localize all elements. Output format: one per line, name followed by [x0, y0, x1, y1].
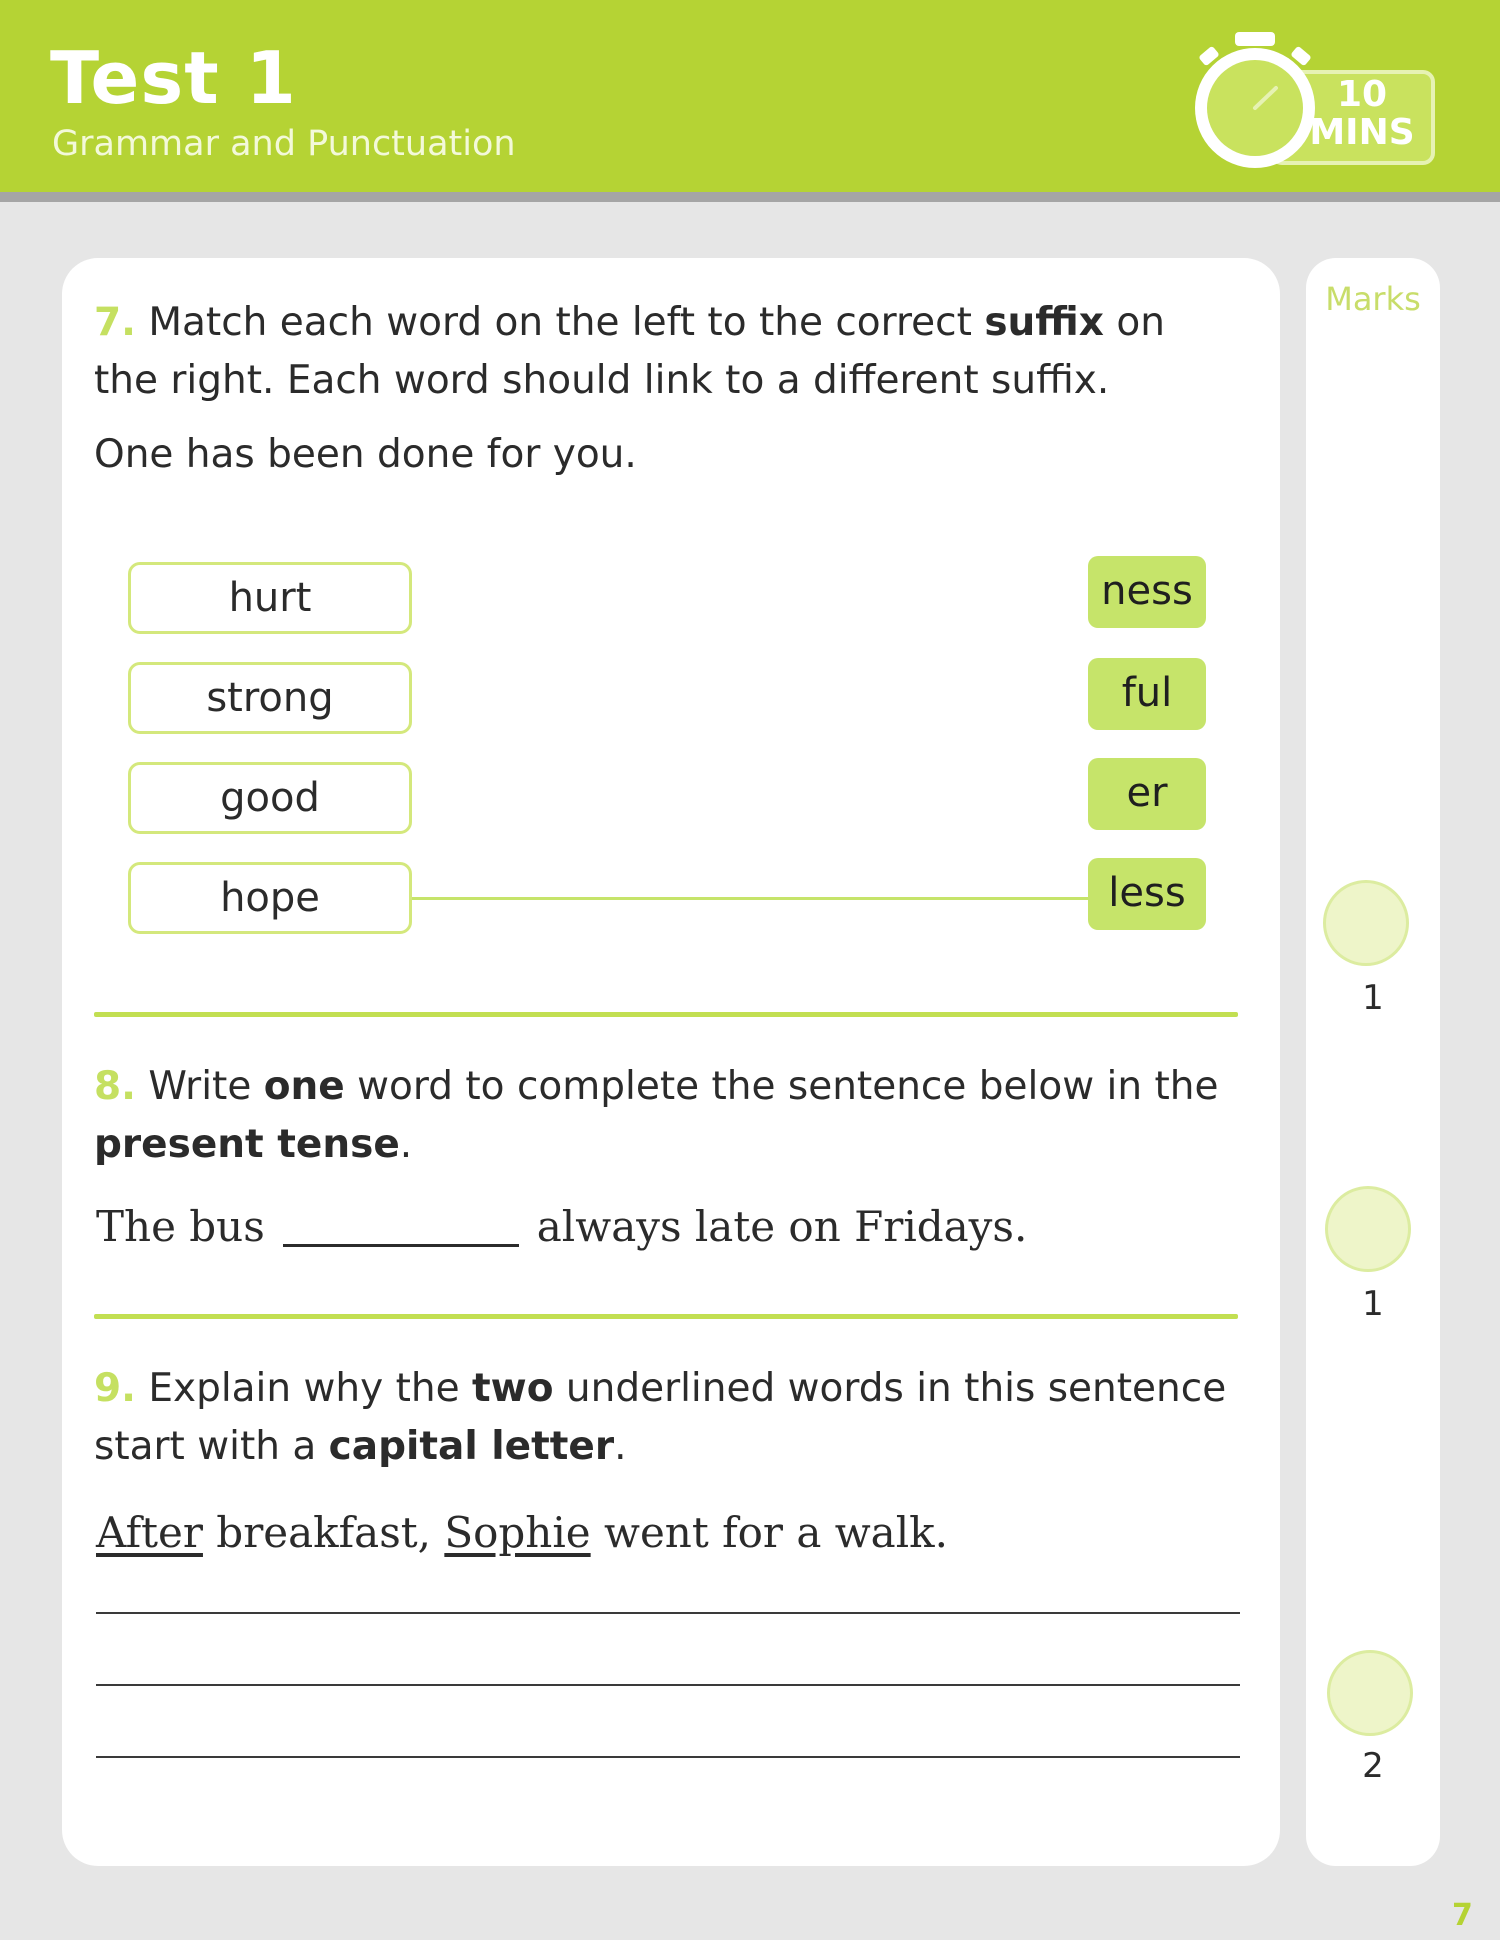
q8-sentence-after: always late on Fridays. — [536, 1202, 1028, 1251]
q9-answer-line-1[interactable] — [96, 1612, 1240, 1614]
q7-instruction — [94, 294, 1165, 410]
q9-sentence — [96, 1508, 948, 1557]
timer-unit: MINS — [1309, 112, 1415, 153]
q9-text-b: underlined words in this sentence — [553, 1366, 1227, 1411]
q8-text-c: . — [399, 1122, 413, 1167]
q9-text-c: start with a — [94, 1424, 329, 1469]
word-box-strong[interactable]: strong — [128, 662, 412, 734]
q8-text-a: Write — [135, 1064, 264, 1109]
q9-instruction — [94, 1360, 1226, 1476]
q9-underlined-word-2: Sophie — [444, 1508, 591, 1557]
mark-value-q8: 1 — [1362, 1284, 1384, 1324]
q7-instruction-b: on — [1103, 300, 1165, 345]
q7-number: 7. — [94, 300, 136, 345]
divider-q7 — [94, 1012, 1238, 1017]
word-box-hope[interactable]: hope — [128, 862, 412, 934]
header-banner — [0, 0, 1500, 202]
q9-number: 9. — [94, 1366, 136, 1411]
word-box-hurt[interactable]: hurt — [128, 562, 412, 634]
q9-sentence-mid: breakfast, — [202, 1508, 445, 1557]
q7-instruction-a: Match each word on the left to the correct — [148, 300, 985, 345]
q8-text-b: word to complete the sentence below in the — [344, 1064, 1219, 1109]
mark-value-q9: 2 — [1362, 1746, 1384, 1786]
q8-answer-blank[interactable] — [283, 1244, 519, 1247]
timer-number: 10 — [1336, 74, 1388, 115]
q9-text-d: . — [614, 1424, 627, 1469]
mark-box-q9[interactable] — [1327, 1650, 1413, 1736]
marks-title: Marks — [1325, 280, 1421, 318]
q8-number: 8. — [94, 1064, 136, 1109]
word-box-good[interactable]: good — [128, 762, 412, 834]
suffix-box-less[interactable]: less — [1088, 858, 1206, 930]
suffix-box-ful[interactable]: ful — [1088, 658, 1206, 730]
q9-text-bold1: two — [472, 1366, 554, 1411]
q8-sentence — [96, 1202, 1027, 1251]
q9-text-a: Explain why the — [135, 1366, 473, 1411]
q8-text-bold2: present tense — [94, 1122, 400, 1167]
q8-text-bold1: one — [263, 1064, 345, 1109]
marks-column — [1306, 258, 1440, 1866]
q8-sentence-before: The bus — [96, 1202, 265, 1251]
suffix-box-er[interactable]: er — [1088, 758, 1206, 830]
timer-badge — [1180, 26, 1440, 176]
q7-note: One has been done for you. — [94, 432, 637, 477]
q9-answer-line-3[interactable] — [96, 1756, 1240, 1758]
page-number: 7 — [1452, 1898, 1473, 1933]
q9-underlined-word-1: After — [96, 1508, 203, 1557]
divider-q8 — [94, 1314, 1238, 1319]
mark-box-q7[interactable] — [1323, 880, 1409, 966]
mark-value-q7: 1 — [1362, 978, 1384, 1018]
page-title: Test 1 — [50, 36, 297, 120]
q9-text-bold2: capital letter — [328, 1424, 615, 1469]
mark-box-q8[interactable] — [1325, 1186, 1411, 1272]
q7-instruction-line2: the right. Each word should link to a different suffix. — [94, 358, 1110, 403]
suffix-box-ness[interactable]: ness — [1088, 556, 1206, 628]
timer-text — [1292, 76, 1432, 152]
q8-instruction — [94, 1058, 1218, 1174]
q9-sentence-end: went for a walk. — [590, 1508, 948, 1557]
example-match-line — [412, 897, 1088, 900]
q9-answer-line-2[interactable] — [96, 1684, 1240, 1686]
q7-instruction-bold: suffix — [984, 300, 1104, 345]
page-subtitle: Grammar and Punctuation — [52, 124, 516, 164]
